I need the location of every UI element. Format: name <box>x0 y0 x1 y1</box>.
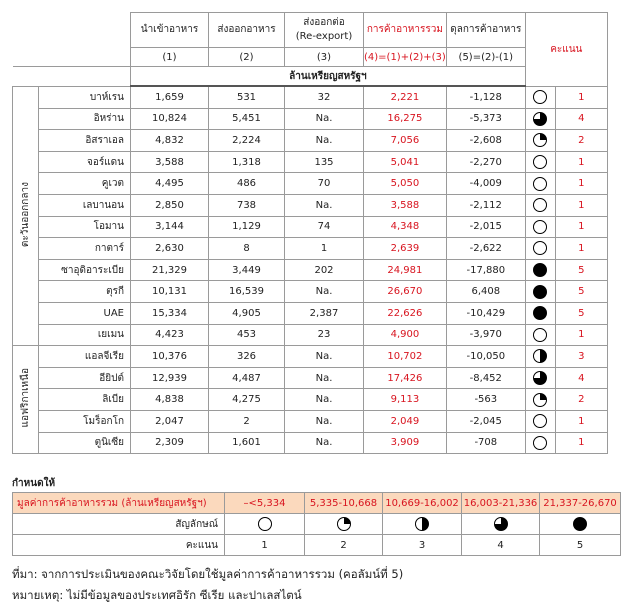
score-value: 4 <box>555 108 607 130</box>
score-symbol-icon <box>532 305 548 321</box>
total-trade-value: 2,221 <box>364 86 447 108</box>
score-symbol <box>525 151 555 173</box>
header-corner <box>13 13 131 67</box>
legend-score-3: 3 <box>383 535 462 556</box>
reexport-value: Na. <box>285 367 364 389</box>
export-value: 4,487 <box>209 367 285 389</box>
score-value: 2 <box>555 389 607 411</box>
legend-range-3: 10,669-16,002 <box>383 493 462 514</box>
country-name: โมร็อกโก <box>39 410 131 432</box>
source-note: ที่มา: จากการประเมินของคณะวิจัยโดยใช้มูลค่าการค้าอาหารรวม (คอลัมน์ที่ 5) <box>12 567 404 581</box>
legend-symbol-3 <box>383 514 462 535</box>
export-value: 8 <box>209 238 285 260</box>
country-name: อียิปต์ <box>39 367 131 389</box>
total-trade-value: 16,275 <box>364 108 447 130</box>
trade-balance-value: -708 <box>446 432 525 454</box>
header-num-1: (1) <box>131 48 209 67</box>
import-value: 10,376 <box>131 346 209 368</box>
country-name: ซาอุดิอาระเบีย <box>39 259 131 281</box>
header-reexport-line1: ส่งออกต่อ <box>303 17 345 28</box>
country-name: บาห์เรน <box>39 86 131 108</box>
import-value: 15,334 <box>131 302 209 324</box>
table-row <box>13 151 608 173</box>
score-symbol-icon <box>532 154 548 170</box>
country-name: อิหร่าน <box>39 108 131 130</box>
score-value: 1 <box>555 173 607 195</box>
total-trade-value: 2,049 <box>364 410 447 432</box>
score-value: 1 <box>555 432 607 454</box>
reexport-value: Na. <box>285 108 364 130</box>
table-row <box>13 216 608 238</box>
total-trade-value: 7,056 <box>364 130 447 152</box>
total-trade-value: 5,041 <box>364 151 447 173</box>
total-trade-value: 17,426 <box>364 367 447 389</box>
total-trade-value: 5,050 <box>364 173 447 195</box>
legend-range-4: 16,003-21,336 <box>462 493 540 514</box>
header-reexport <box>285 13 364 48</box>
export-value: 531 <box>209 86 285 108</box>
import-value: 10,131 <box>131 281 209 303</box>
total-trade-value: 2,639 <box>364 238 447 260</box>
export-value: 1,129 <box>209 216 285 238</box>
table-row <box>13 432 608 454</box>
import-value: 4,838 <box>131 389 209 411</box>
score-symbol <box>525 324 555 346</box>
legend-range-2: 5,335-10,668 <box>305 493 383 514</box>
score-value: 1 <box>555 238 607 260</box>
score-value: 1 <box>555 324 607 346</box>
legend-symbol-1 <box>225 514 305 535</box>
export-value: 738 <box>209 194 285 216</box>
header-export: ส่งออกอาหาร <box>209 13 285 48</box>
trade-balance-value: -2,622 <box>446 238 525 260</box>
import-value: 2,309 <box>131 432 209 454</box>
score-symbol <box>525 367 555 389</box>
reexport-value: 202 <box>285 259 364 281</box>
region-label: ตะวันออกกลาง <box>20 181 31 247</box>
trade-balance-value: -4,009 <box>446 173 525 195</box>
country-name: ตุรกี <box>39 281 131 303</box>
score-symbol <box>525 302 555 324</box>
score-value: 2 <box>555 130 607 152</box>
table-row <box>13 346 608 368</box>
country-name: อิสราเอล <box>39 130 131 152</box>
trade-balance-value: -2,045 <box>446 410 525 432</box>
trade-balance-value: -17,880 <box>446 259 525 281</box>
legend-table <box>12 492 621 556</box>
country-name: แอลจีเรีย <box>39 346 131 368</box>
score-value: 1 <box>555 410 607 432</box>
score-symbol-icon <box>572 516 588 532</box>
trade-balance-value: -2,015 <box>446 216 525 238</box>
export-value: 5,451 <box>209 108 285 130</box>
score-symbol-icon <box>532 176 548 192</box>
total-trade-value: 9,113 <box>364 389 447 411</box>
import-value: 4,423 <box>131 324 209 346</box>
score-symbol-icon <box>336 516 352 532</box>
trade-balance-value: -10,429 <box>446 302 525 324</box>
trade-balance-value: -3,970 <box>446 324 525 346</box>
country-name: โอมาน <box>39 216 131 238</box>
score-value: 5 <box>555 302 607 324</box>
export-value: 3,449 <box>209 259 285 281</box>
unit-spacer <box>13 67 131 87</box>
score-symbol-icon <box>532 262 548 278</box>
trade-balance-value: -1,128 <box>446 86 525 108</box>
region-middle-east <box>13 86 39 346</box>
import-value: 10,824 <box>131 108 209 130</box>
country-name: ตูนิเซีย <box>39 432 131 454</box>
legend-score-1: 1 <box>225 535 305 556</box>
legend-symbol-2 <box>305 514 383 535</box>
header-score: คะแนน <box>525 13 607 87</box>
score-value: 4 <box>555 367 607 389</box>
total-trade-value: 10,702 <box>364 346 447 368</box>
header-total-trade: การค้าอาหารรวม <box>364 13 447 48</box>
trade-balance-value: -563 <box>446 389 525 411</box>
table-row <box>13 194 608 216</box>
trade-balance-value: -8,452 <box>446 367 525 389</box>
table-row <box>13 108 608 130</box>
import-value: 3,588 <box>131 151 209 173</box>
trade-balance-value: 6,408 <box>446 281 525 303</box>
import-value: 21,329 <box>131 259 209 281</box>
legend-range-1: –<5,334 <box>225 493 305 514</box>
score-value: 5 <box>555 259 607 281</box>
score-symbol-icon <box>532 284 548 300</box>
score-value: 3 <box>555 346 607 368</box>
reexport-value: 1 <box>285 238 364 260</box>
header-num-3: (3) <box>285 48 364 67</box>
score-symbol-icon <box>257 516 273 532</box>
table-row <box>13 324 608 346</box>
import-value: 2,630 <box>131 238 209 260</box>
import-value: 2,850 <box>131 194 209 216</box>
reexport-value: 32 <box>285 86 364 108</box>
table-row <box>13 302 608 324</box>
score-symbol <box>525 216 555 238</box>
unit-label: ล้านเหรียญสหรัฐฯ <box>131 67 526 87</box>
export-value: 486 <box>209 173 285 195</box>
import-value: 2,047 <box>131 410 209 432</box>
export-value: 16,539 <box>209 281 285 303</box>
score-symbol-icon <box>532 197 548 213</box>
food-trade-table <box>12 12 608 454</box>
reexport-value: 74 <box>285 216 364 238</box>
export-value: 1,318 <box>209 151 285 173</box>
score-symbol-icon <box>532 327 548 343</box>
score-symbol <box>525 259 555 281</box>
export-value: 4,905 <box>209 302 285 324</box>
score-symbol-icon <box>532 413 548 429</box>
total-trade-value: 24,981 <box>364 259 447 281</box>
score-symbol-icon <box>532 348 548 364</box>
export-value: 1,601 <box>209 432 285 454</box>
score-symbol-icon <box>414 516 430 532</box>
header-import: นำเข้าอาหาร <box>131 13 209 48</box>
export-value: 2 <box>209 410 285 432</box>
table-row <box>13 173 608 195</box>
legend-symbol-label: สัญลักษณ์ <box>13 514 225 535</box>
reexport-value: Na. <box>285 389 364 411</box>
region-label: แอฟริกาเหนือ <box>20 368 31 428</box>
score-symbol <box>525 410 555 432</box>
header-reexport-line2: (Re-export) <box>295 31 353 42</box>
country-name: กาตาร์ <box>39 238 131 260</box>
legend-score-4: 4 <box>462 535 540 556</box>
country-name: เยเมน <box>39 324 131 346</box>
import-value: 1,659 <box>131 86 209 108</box>
region-north-africa <box>13 346 39 454</box>
total-trade-value: 3,588 <box>364 194 447 216</box>
legend-value-row <box>13 493 621 514</box>
header-trade-balance: ดุลการค้าอาหาร <box>446 13 525 48</box>
score-symbol <box>525 238 555 260</box>
total-trade-value: 4,900 <box>364 324 447 346</box>
legend-value-label: มูลค่าการค้าอาหารรวม (ล้านเหรียญสหรัฐฯ) <box>13 493 225 514</box>
table-row <box>13 389 608 411</box>
score-symbol <box>525 194 555 216</box>
table-row <box>13 259 608 281</box>
reexport-value: Na. <box>285 410 364 432</box>
export-value: 453 <box>209 324 285 346</box>
reexport-value: Na. <box>285 130 364 152</box>
legend-score-label: คะแนน <box>13 535 225 556</box>
import-value: 4,832 <box>131 130 209 152</box>
reexport-value: 70 <box>285 173 364 195</box>
legend-score-2: 2 <box>305 535 383 556</box>
score-symbol-icon <box>532 392 548 408</box>
trade-balance-value: -5,373 <box>446 108 525 130</box>
score-symbol <box>525 432 555 454</box>
trade-balance-value: -2,112 <box>446 194 525 216</box>
export-value: 2,224 <box>209 130 285 152</box>
score-value: 1 <box>555 216 607 238</box>
legend-symbol-5 <box>540 514 621 535</box>
score-symbol <box>525 346 555 368</box>
total-trade-value: 26,670 <box>364 281 447 303</box>
score-symbol-icon <box>532 219 548 235</box>
table-row <box>13 130 608 152</box>
legend-range-5: 21,337-26,670 <box>540 493 621 514</box>
trade-balance-value: -2,608 <box>446 130 525 152</box>
total-trade-value: 3,909 <box>364 432 447 454</box>
legend-title: กำหนดให้ <box>12 478 56 489</box>
reexport-value: 135 <box>285 151 364 173</box>
score-symbol-icon <box>532 111 548 127</box>
trade-balance-value: -10,050 <box>446 346 525 368</box>
country-name: เลบานอน <box>39 194 131 216</box>
header-num-2: (2) <box>209 48 285 67</box>
table-body <box>13 86 608 454</box>
reexport-value: Na. <box>285 432 364 454</box>
score-symbol-icon <box>532 370 548 386</box>
country-name: คูเวต <box>39 173 131 195</box>
table-row <box>13 410 608 432</box>
score-symbol-icon <box>532 89 548 105</box>
remark-note: หมายเหตุ: ไม่มีข้อมูลของประเทศอิรัก ซีเรีย และปาเลสไตน์ <box>12 588 302 602</box>
reexport-value: Na. <box>285 281 364 303</box>
score-value: 1 <box>555 151 607 173</box>
score-value: 1 <box>555 194 607 216</box>
score-value: 5 <box>555 281 607 303</box>
import-value: 3,144 <box>131 216 209 238</box>
trade-balance-value: -2,270 <box>446 151 525 173</box>
reexport-value: 2,387 <box>285 302 364 324</box>
import-value: 4,495 <box>131 173 209 195</box>
score-symbol <box>525 108 555 130</box>
score-symbol-icon <box>532 240 548 256</box>
score-symbol <box>525 86 555 108</box>
score-symbol-icon <box>493 516 509 532</box>
legend-score-row <box>13 535 621 556</box>
header-num-4: (4)=(1)+(2)+(3) <box>364 48 447 67</box>
import-value: 12,939 <box>131 367 209 389</box>
country-name: UAE <box>39 302 131 324</box>
reexport-value: Na. <box>285 194 364 216</box>
legend-symbol-4 <box>462 514 540 535</box>
country-name: ลิเบีย <box>39 389 131 411</box>
score-value: 1 <box>555 86 607 108</box>
header-num-5: (5)=(2)-(1) <box>446 48 525 67</box>
score-symbol-icon <box>532 435 548 451</box>
table-row <box>13 86 608 108</box>
reexport-value: 23 <box>285 324 364 346</box>
score-symbol <box>525 130 555 152</box>
country-name: จอร์แดน <box>39 151 131 173</box>
score-symbol <box>525 173 555 195</box>
export-value: 4,275 <box>209 389 285 411</box>
table-row <box>13 238 608 260</box>
total-trade-value: 4,348 <box>364 216 447 238</box>
score-symbol <box>525 281 555 303</box>
table-row <box>13 367 608 389</box>
legend-score-5: 5 <box>540 535 621 556</box>
table-row <box>13 281 608 303</box>
legend-symbol-row <box>13 514 621 535</box>
export-value: 326 <box>209 346 285 368</box>
reexport-value: Na. <box>285 346 364 368</box>
score-symbol <box>525 389 555 411</box>
total-trade-value: 22,626 <box>364 302 447 324</box>
score-symbol-icon <box>532 132 548 148</box>
